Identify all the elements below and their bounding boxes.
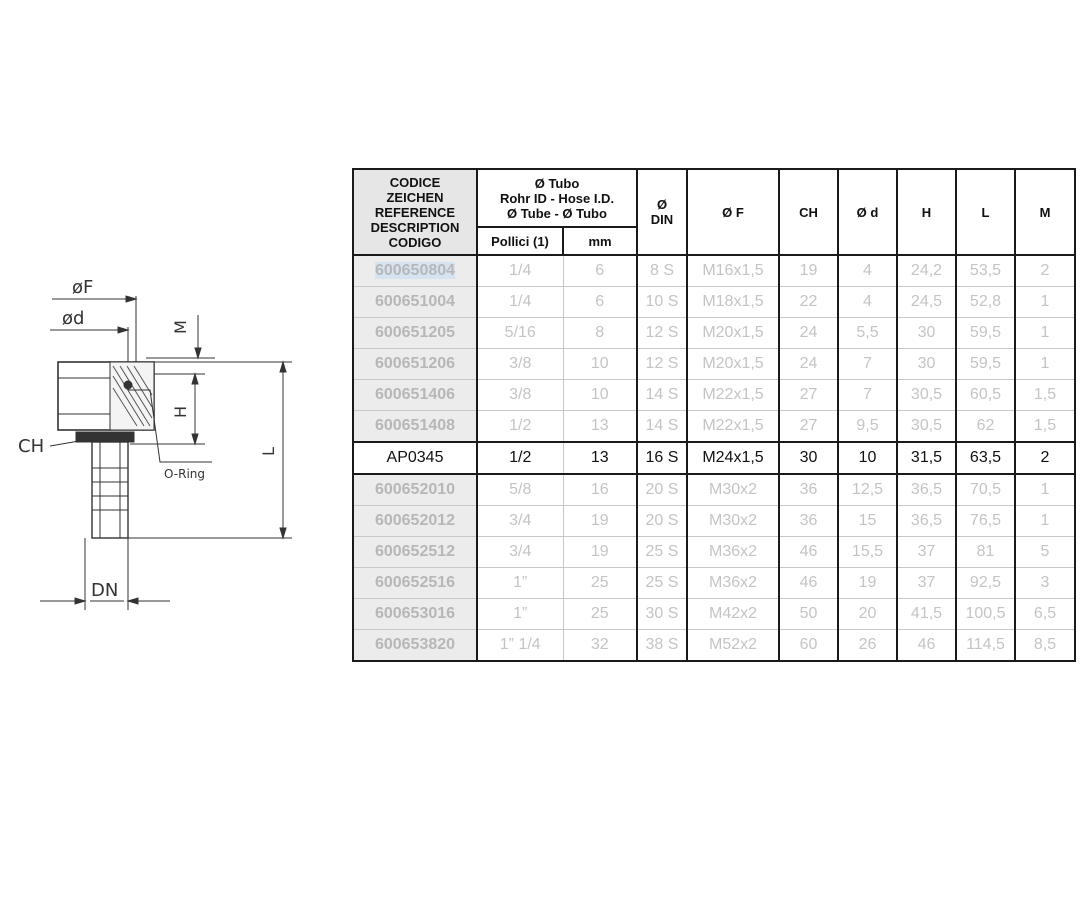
cell-h: 41,5 (897, 599, 956, 630)
cell-pollici: 1” (477, 568, 563, 599)
cell-h: 30 (897, 349, 956, 380)
cell-l: 81 (956, 537, 1015, 568)
table-row[interactable] (353, 318, 1075, 349)
cell-ch: 60 (779, 630, 838, 662)
header-din: Ø DIN (637, 169, 687, 255)
cell-mm: 19 (563, 506, 637, 537)
cell-l: 63,5 (956, 442, 1015, 474)
cell-d: 15 (838, 506, 897, 537)
cell-code: 600651004 (353, 287, 477, 318)
header-pollici: Pollici (1) (477, 227, 563, 255)
cell-l: 53,5 (956, 255, 1015, 287)
cell-mm: 32 (563, 630, 637, 662)
cell-m: 3 (1015, 568, 1075, 599)
cell-pollici: 5/16 (477, 318, 563, 349)
label-dn: DN (91, 580, 119, 601)
cell-d: 12,5 (838, 474, 897, 506)
cell-m: 6,5 (1015, 599, 1075, 630)
cell-pollici: 1/2 (477, 442, 563, 474)
cell-pollici: 1/2 (477, 411, 563, 443)
cell-l: 100,5 (956, 599, 1015, 630)
cell-m: 1,5 (1015, 380, 1075, 411)
cell-l: 92,5 (956, 568, 1015, 599)
cell-code: 600652010 (353, 474, 477, 506)
cell-mm: 6 (563, 287, 637, 318)
cell-code: AP0345 (353, 442, 477, 474)
cell-f: M16x1,5 (687, 255, 779, 287)
cell-din: 20 S (637, 474, 687, 506)
table-row[interactable] (353, 255, 1075, 287)
header-mm: mm (563, 227, 637, 255)
cell-f: M20x1,5 (687, 318, 779, 349)
cell-ch: 46 (779, 537, 838, 568)
cell-din: 12 S (637, 349, 687, 380)
cell-code: 600651205 (353, 318, 477, 349)
cell-pollici: 3/8 (477, 349, 563, 380)
cell-ch: 36 (779, 506, 838, 537)
cell-mm: 10 (563, 380, 637, 411)
cell-m: 8,5 (1015, 630, 1075, 662)
cell-code: 600652516 (353, 568, 477, 599)
table-row[interactable] (353, 349, 1075, 380)
cell-din: 25 S (637, 537, 687, 568)
table-row[interactable] (353, 474, 1075, 506)
cell-ch: 27 (779, 411, 838, 443)
cell-m: 1 (1015, 318, 1075, 349)
cell-ch: 46 (779, 568, 838, 599)
cell-m: 1 (1015, 506, 1075, 537)
header-code: CODICE ZEICHEN REFERENCE DESCRIPTION CODIGO (353, 169, 477, 255)
cell-mm: 13 (563, 411, 637, 443)
cell-h: 36,5 (897, 474, 956, 506)
cell-pollici: 3/8 (477, 380, 563, 411)
cell-ch: 36 (779, 474, 838, 506)
cell-code: 600650804 (353, 255, 477, 287)
cell-pollici: 5/8 (477, 474, 563, 506)
cell-mm: 13 (563, 442, 637, 474)
fitting-technical-drawing (0, 260, 330, 620)
cell-h: 31,5 (897, 442, 956, 474)
cell-mm: 6 (563, 255, 637, 287)
cell-pollici: 3/4 (477, 506, 563, 537)
cell-mm: 10 (563, 349, 637, 380)
cell-m: 2 (1015, 255, 1075, 287)
header-f: Ø F (687, 169, 779, 255)
cell-din: 38 S (637, 630, 687, 662)
cell-h: 30,5 (897, 411, 956, 443)
cell-d: 10 (838, 442, 897, 474)
label-h: H (171, 405, 190, 418)
cell-l: 52,8 (956, 287, 1015, 318)
cell-d: 9,5 (838, 411, 897, 443)
cell-din: 8 S (637, 255, 687, 287)
cell-ch: 19 (779, 255, 838, 287)
cell-f: M22x1,5 (687, 380, 779, 411)
cell-h: 24,2 (897, 255, 956, 287)
cell-mm: 25 (563, 568, 637, 599)
table-row[interactable] (353, 568, 1075, 599)
cell-din: 14 S (637, 380, 687, 411)
cell-pollici: 1/4 (477, 255, 563, 287)
cell-m: 1,5 (1015, 411, 1075, 443)
cell-din: 12 S (637, 318, 687, 349)
cell-f: M24x1,5 (687, 442, 779, 474)
cell-h: 37 (897, 537, 956, 568)
cell-code: 600653820 (353, 630, 477, 662)
cell-code: 600652512 (353, 537, 477, 568)
cell-din: 25 S (637, 568, 687, 599)
cell-m: 5 (1015, 537, 1075, 568)
header-tube: Ø Tubo Rohr ID - Hose I.D. Ø Tube - Ø Tubo (477, 169, 637, 227)
cell-m: 1 (1015, 349, 1075, 380)
cell-l: 59,5 (956, 349, 1015, 380)
cell-ch: 24 (779, 318, 838, 349)
cell-l: 59,5 (956, 318, 1015, 349)
cell-h: 46 (897, 630, 956, 662)
header-l: L (956, 169, 1015, 255)
cell-l: 60,5 (956, 380, 1015, 411)
table-row[interactable] (353, 380, 1075, 411)
header-d: Ø d (838, 169, 897, 255)
cell-h: 24,5 (897, 287, 956, 318)
cell-mm: 19 (563, 537, 637, 568)
table-row[interactable] (353, 537, 1075, 568)
cell-l: 114,5 (956, 630, 1015, 662)
cell-d: 15,5 (838, 537, 897, 568)
cell-f: M30x2 (687, 474, 779, 506)
header-ch: CH (779, 169, 838, 255)
cell-f: M52x2 (687, 630, 779, 662)
cell-code: 600651206 (353, 349, 477, 380)
cell-d: 19 (838, 568, 897, 599)
cell-d: 4 (838, 255, 897, 287)
cell-pollici: 3/4 (477, 537, 563, 568)
cell-din: 14 S (637, 411, 687, 443)
cell-h: 37 (897, 568, 956, 599)
cell-f: M30x2 (687, 506, 779, 537)
spec-table (352, 168, 1076, 662)
cell-din: 10 S (637, 287, 687, 318)
table-row[interactable] (353, 442, 1075, 474)
cell-ch: 24 (779, 349, 838, 380)
label-od: ød (62, 308, 85, 329)
label-ch: CH (18, 436, 45, 457)
cell-m: 1 (1015, 474, 1075, 506)
cell-mm: 16 (563, 474, 637, 506)
header-m: M (1015, 169, 1075, 255)
label-oring: O-Ring (164, 467, 206, 481)
cell-pollici: 1” (477, 599, 563, 630)
label-of: øF (72, 277, 94, 298)
cell-f: M22x1,5 (687, 411, 779, 443)
cell-ch: 22 (779, 287, 838, 318)
cell-d: 7 (838, 380, 897, 411)
cell-h: 30 (897, 318, 956, 349)
cell-ch: 27 (779, 380, 838, 411)
table-row[interactable] (353, 599, 1075, 630)
cell-f: M18x1,5 (687, 287, 779, 318)
table-row[interactable] (353, 287, 1075, 318)
cell-d: 5,5 (838, 318, 897, 349)
cell-mm: 25 (563, 599, 637, 630)
cell-d: 20 (838, 599, 897, 630)
table-row[interactable] (353, 630, 1075, 662)
cell-d: 4 (838, 287, 897, 318)
cell-code: 600651408 (353, 411, 477, 443)
cell-ch: 30 (779, 442, 838, 474)
cell-l: 62 (956, 411, 1015, 443)
cell-code: 600651406 (353, 380, 477, 411)
cell-f: M20x1,5 (687, 349, 779, 380)
cell-h: 36,5 (897, 506, 956, 537)
cell-f: M42x2 (687, 599, 779, 630)
label-m: M (171, 320, 190, 334)
cell-code: 600652012 (353, 506, 477, 537)
cell-ch: 50 (779, 599, 838, 630)
cell-f: M36x2 (687, 568, 779, 599)
cell-code: 600653016 (353, 599, 477, 630)
cell-l: 70,5 (956, 474, 1015, 506)
cell-din: 20 S (637, 506, 687, 537)
cell-pollici: 1/4 (477, 287, 563, 318)
cell-h: 30,5 (897, 380, 956, 411)
cell-d: 7 (838, 349, 897, 380)
cell-l: 76,5 (956, 506, 1015, 537)
table-row[interactable] (353, 506, 1075, 537)
cell-d: 26 (838, 630, 897, 662)
cell-f: M36x2 (687, 537, 779, 568)
cell-mm: 8 (563, 318, 637, 349)
cell-m: 1 (1015, 287, 1075, 318)
cell-din: 16 S (637, 442, 687, 474)
cell-m: 2 (1015, 442, 1075, 474)
cell-pollici: 1” 1/4 (477, 630, 563, 662)
header-h: H (897, 169, 956, 255)
table-row[interactable] (353, 411, 1075, 443)
label-l: L (259, 447, 278, 456)
cell-din: 30 S (637, 599, 687, 630)
